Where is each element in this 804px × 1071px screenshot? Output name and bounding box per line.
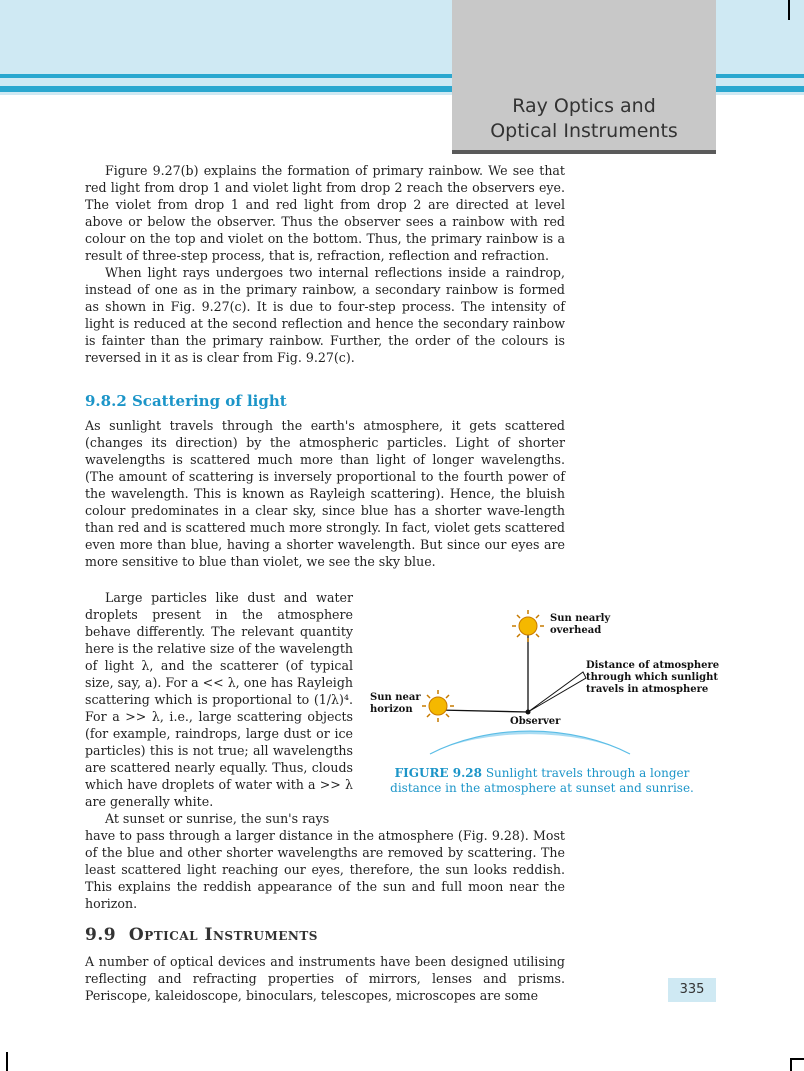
paragraph: When light rays undergoes two internal reflections inside a raindrop, instead of one as in the primary rainbow, a secondary rainbow is formed as shown in Fig. 9.27(c). It is due to four-step process. The intensity of light is reduced at the second reflection and hence the secondary rainbow is fainter than the primary rainbow. Further, the order of the colours is reversed in it as is clear from Fig. 9.27(c). <box>85 265 565 365</box>
section-99-heading <box>85 925 318 945</box>
figure-caption <box>372 766 712 796</box>
paragraph: Large particles like dust and water droplets present in the atmosphere behave differently. The relevant quantity here is the relative size of the wavelength of light λ, and the scatterer (of typical size, say, a). For a << λ, one has Rayleigh scattering which is proportional to (1/λ)⁴. For a >> λ, i.e., large scattering objects (for example, raindrops, large dust or ice particles) this is not true; all wavelengths are scattered nearly equally. Thus, clouds which have droplets of water with a >> λ are generally white. <box>85 590 354 809</box>
figure-caption-label: FIGURE 9.28 <box>394 766 482 780</box>
figure-atmosphere-diagram <box>360 600 720 760</box>
crop-mark <box>6 1052 8 1071</box>
paragraph: As sunlight travels through the earth's atmosphere, it gets scattered (changes its direction) by the atmospheric particles. Light of shorter wavelengths is scattered much more than light of longer wavelengths. (The amount of scattering is inversely proportional to the fourth power of the wavelength. This is known as Rayleigh scattering). Hence, the bluish colour predominates in a clear sky, since blue has a shorter wave-length than red and is scattered much more strongly. In fact, violet gets scattered even more than blue, having a shorter wavelength. But since our eyes are more sensitive to blue than violet, we see the sky blue. <box>85 418 565 569</box>
horizon-ray <box>438 710 528 712</box>
chapter-title <box>452 94 716 144</box>
sunset-text-block <box>85 827 565 912</box>
scattering-text-block <box>85 417 565 570</box>
paragraph: have to pass through a larger distance in the atmosphere (Fig. 9.28). Most of the blue and other shorter wavelengths are removed by scattering. The least scattered light reaching our eyes, therefore, the sun looks reddish. This explains the reddish appearance of the sun and full moon near the horizon. <box>85 828 565 911</box>
chapter-title-line1: Ray Optics and <box>512 95 656 117</box>
sun-horizon-icon <box>422 690 454 722</box>
paragraph: A number of optical devices and instruments have been designed utilising reflecting and refracting properties of mirrors, lenses and prisms. Periscope, kaleidoscope, binoculars, telescopes, microscopes are some <box>85 954 565 1003</box>
scattering-narrow-block <box>85 589 353 827</box>
label-distance: travels in atmosphere <box>586 684 709 695</box>
label-distance: through which sunlight <box>586 672 719 683</box>
earth-surface <box>430 734 630 754</box>
chapter-title-line2: Optical Instruments <box>490 120 678 142</box>
label-distance: Distance of atmosphere <box>586 660 720 671</box>
paragraph: Figure 9.27(b) explains the formation of primary rainbow. We see that red light from drop 1 and violet light from drop 2 reach the observers eye. The violet from drop 1 and red light from drop 2 are directed at level above or below the observer. Thus the observer sees a rainbow with red colour on the top and violet on the bottom. Thus, the primary rainbow is a result of three-step process, that is, refraction, reflection and refraction. <box>85 163 565 263</box>
page-number: 335 <box>668 978 716 1002</box>
instruments-text-block <box>85 953 565 1004</box>
crop-mark <box>788 0 790 20</box>
label-observer: Observer <box>510 716 561 727</box>
section-title: Optical Instruments <box>128 925 318 945</box>
figure-caption-text: Sunlight travels through a longer distance in the atmosphere at sunset and sunrise. <box>390 766 694 795</box>
label-sun-horizon: Sun near <box>370 692 421 703</box>
label-sun-overhead: overhead <box>550 625 602 636</box>
top-text-block <box>85 162 565 366</box>
label-sun-horizon: horizon <box>370 704 413 715</box>
paragraph: At sunset or sunrise, the sun's rays <box>105 811 330 826</box>
section-number: 9.9 <box>85 925 117 945</box>
distance-wedge <box>528 672 586 712</box>
section-heading: 9.8.2 Scattering of light <box>85 392 287 410</box>
observer-dot <box>526 710 531 715</box>
crop-mark <box>790 1058 804 1060</box>
label-sun-overhead: Sun nearly <box>550 613 611 624</box>
